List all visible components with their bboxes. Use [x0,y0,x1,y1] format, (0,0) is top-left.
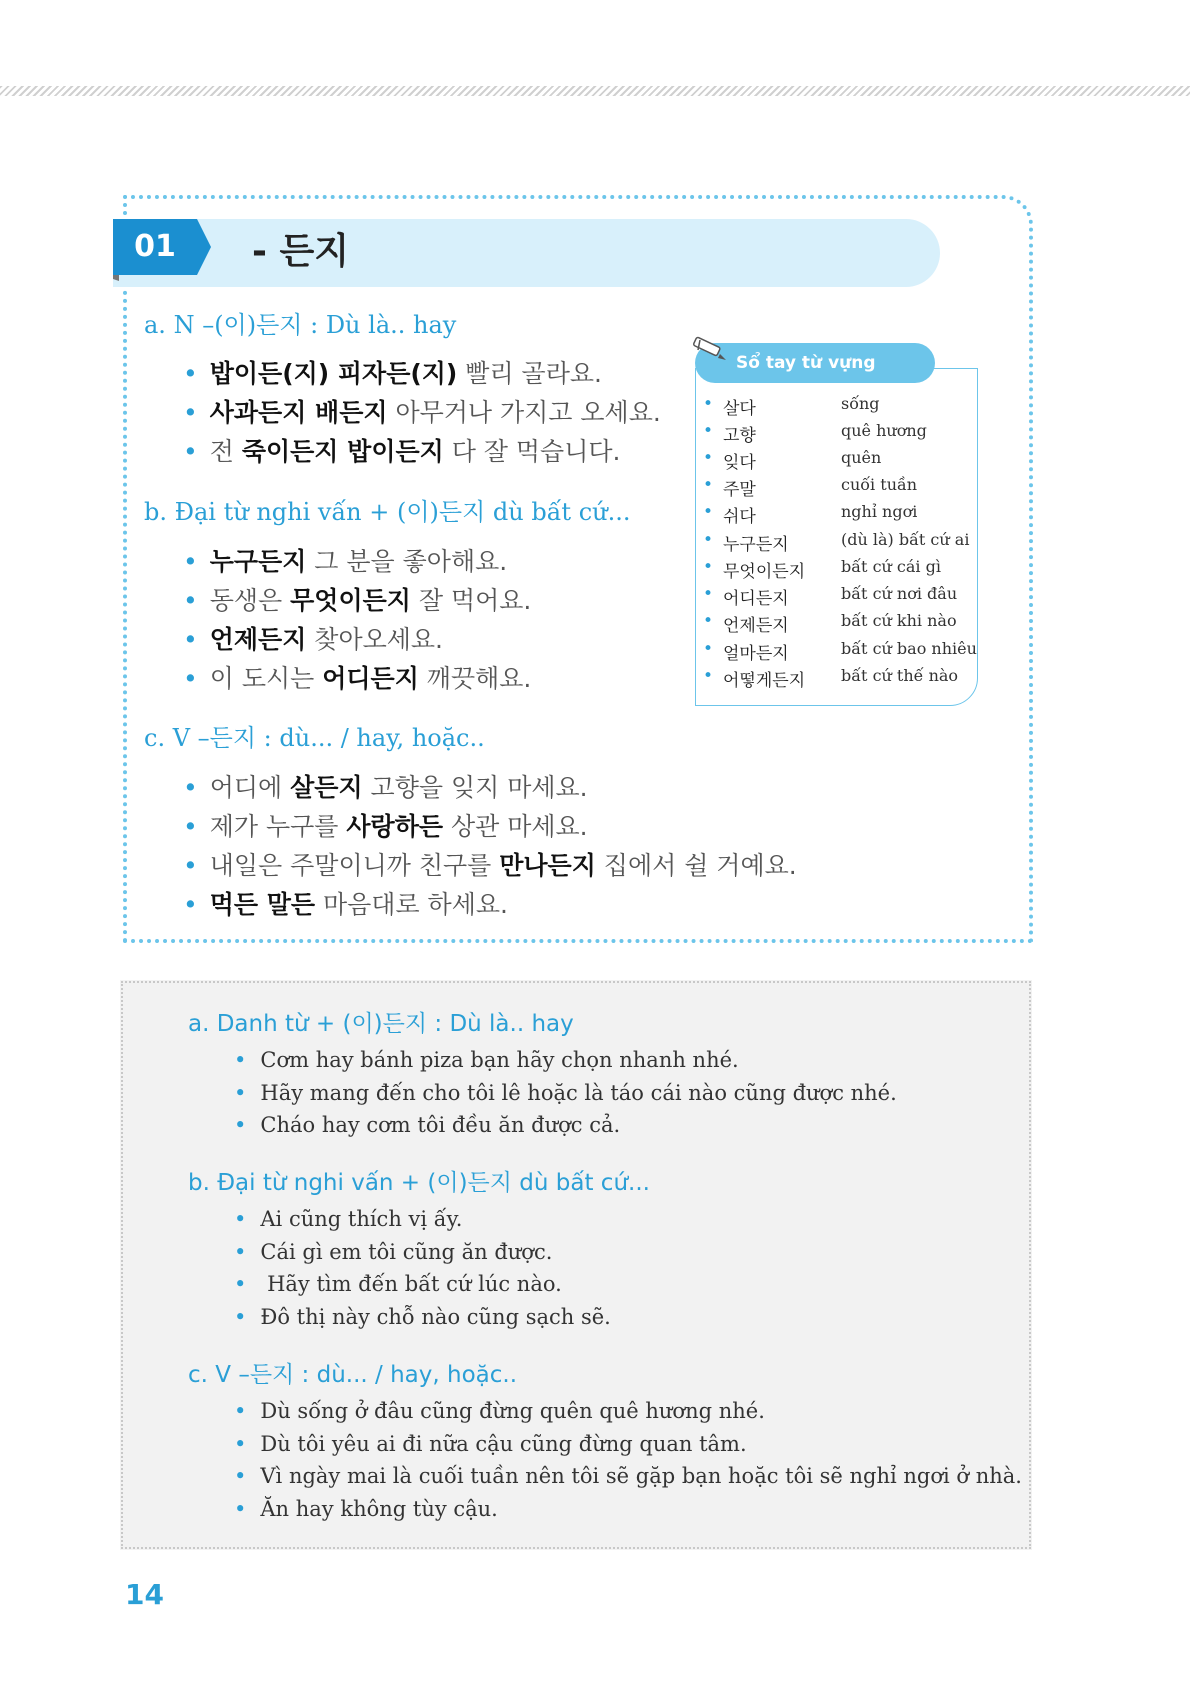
translation-a-heading: a. Danh từ + (이)든지 : Dù là.. hay [188,1011,574,1037]
section-c-line: • 제가 누구를 사랑하든 상관 마세요. [183,812,588,841]
vocab-item: • 어디든지 bất cứ nơi đâu [703,584,958,609]
section-a-line: • 밥이든(지) 피자든(지) 빨리 골라요. [183,359,602,388]
section-c-line: • 내일은 주말이니까 친구를 만나든지 집에서 쉴 거예요. [183,851,797,880]
translation-a-line: • Cơm hay bánh piza bạn hãy chọn nhanh nhé. [234,1048,739,1072]
translation-c-line: • Dù sống ở đâu cũng đừng quên quê hương nhé. [234,1399,765,1423]
vocab-item: • 무엇이든지 bất cứ cái gì [703,557,941,582]
translation-c-line: • Ăn hay không tùy cậu. [234,1497,498,1521]
section-b-line: • 동생은 무엇이든지 잘 먹어요. [183,586,532,615]
translation-b-line: • Đô thị này chỗ nào cũng sạch sẽ. [234,1305,611,1329]
translation-b-line: • Hãy tìm đến bất cứ lúc nào. [234,1272,562,1296]
vocab-item: • 누구든지 (dù là) bất cứ ai [703,530,970,555]
vocab-item: • 언제든지 bất cứ khi nào [703,611,957,636]
section-c-line: • 먹든 말든 마음대로 하세요. [183,890,508,919]
lesson-number: 01 [134,229,176,264]
translation-b-line: • Cái gì em tôi cũng ăn được. [234,1240,553,1264]
title-bar [113,219,940,287]
lesson-title: - 든지 [252,231,350,272]
translation-c-line: • Vì ngày mai là cuối tuần nên tôi sẽ gặp bạn hoặc tôi sẽ nghỉ ngơi ở nhà. [234,1464,1022,1488]
lesson-number-tag [113,219,211,275]
section-b-line: • 이 도시는 어디든지 깨끗해요. [183,664,532,693]
translation-b-heading: b. Đại từ nghi vấn + (이)든지 dù bất cứ... [188,1170,650,1196]
section-b-line: • 언제든지 찾아오세요. [183,625,444,654]
section-b-heading: b. Đại từ nghi vấn + (이)든지 dù bất cứ... [144,498,631,526]
translation-c-line: • Dù tôi yêu ai đi nữa cậu cũng đừng quan tâm. [234,1432,747,1456]
pencil-icon [690,336,730,370]
translation-b-line: • Ai cũng thích vị ấy. [234,1207,463,1231]
vocab-item: • 살다 sống [703,394,880,419]
translation-a-line: • Hãy mang đến cho tôi lê hoặc là táo cái nào cũng được nhé. [234,1081,897,1105]
vocab-title: Sổ tay từ vựng [736,353,876,373]
section-a-line: • 사과든지 배든지 아무거나 가지고 오세요. [183,398,661,427]
vocab-item: • 얼마든지 bất cứ bao nhiêu [703,639,977,664]
vocab-item: • 어떻게든지 bất cứ thế nào [703,666,959,691]
section-a-line: • 전 죽이든지 밥이든지 다 잘 먹습니다. [183,437,621,466]
section-a-heading: a. N –(이)든지 : Dù là.. hay [144,311,457,339]
section-c-heading: c. V –든지 : dù... / hay, hoặc.. [144,724,485,752]
vocab-item: • 주말 cuối tuần [703,475,918,500]
vocab-item: • 쉬다 nghỉ ngơi [703,502,918,527]
top-stripe [0,86,1190,96]
translation-c-heading: c. V –든지 : dù... / hay, hoặc.. [188,1362,518,1388]
vocab-item: • 잊다 quên [703,448,882,473]
section-c-line: • 어디에 살든지 고향을 잊지 마세요. [183,773,588,802]
translation-a-line: • Cháo hay cơm tôi đều ăn được cả. [234,1113,621,1137]
page-number: 14 [125,1578,164,1611]
section-b-line: • 누구든지 그 분을 좋아해요. [183,547,508,576]
vocab-item: • 고향 quê hương [703,421,927,446]
